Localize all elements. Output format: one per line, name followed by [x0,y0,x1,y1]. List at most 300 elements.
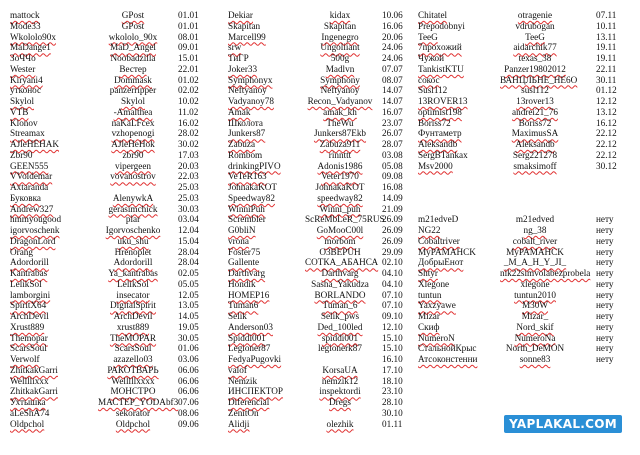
site-nick-cell: LelikSol [117,278,149,289]
site-nick-cell: Adonis1986 [317,160,363,171]
site-nick-cell: North_DeMON [505,343,565,354]
site-nick-cell: Igorvoschenko [105,225,161,235]
site-nick-cell: Skapitan [323,20,357,31]
date-cell: 22.12 [596,149,617,160]
game-nick-cell: Darthvarg [228,268,266,278]
date-cell: 07.06 [178,397,199,407]
site-nick-cell: legionerk87 [318,343,362,354]
site-nick-cell: Dommask [114,74,152,85]
site-nick-cell: xlegone [520,278,550,289]
date-cell: нету [596,278,614,289]
game-nick-cell: Marcell99 [228,31,266,42]
game-nick-cell: Oldpchol [10,418,45,429]
date-cell: нету [596,225,614,235]
date-cell: 04.10 [382,268,403,278]
game-nick-cell: Symphonyx [228,74,273,85]
date-cell: 06.06 [178,386,199,397]
site-nick-cell: M30W [521,300,549,311]
game-nick-cell: HOMEP16 [228,289,270,300]
site-nick-cell: TeeG [525,31,545,42]
site-nick-cell: texas_38 [518,53,552,63]
date-cell: 26.09 [382,214,403,225]
date-cell: 07.10 [382,300,403,311]
game-nick-cell: Скиф [418,321,440,332]
game-nick-cell: cокос [418,74,440,85]
date-cell: нету [596,354,614,364]
site-nick-cell: morbom [324,235,356,246]
site-nick-cell: Mizar_ [521,311,549,321]
game-nick-cell: ZenitOn [228,407,259,418]
date-cell: 19.05 [178,321,199,332]
site-nick-cell: -Amalthea [113,106,153,117]
date-cell: 01.02 [178,74,199,85]
date-cell: 16.02 [178,117,199,128]
date-cell: 08.01 [178,31,199,42]
game-nick-cell: Aleksandb [418,139,458,149]
site-nick-cell: Neftyanoy [320,85,360,96]
date-cell: нету [596,343,614,354]
site-nick-cell: GoMooC00l [316,225,364,235]
site-nick-cell: ScReMbLeR_75RUS [305,214,385,225]
game-nick-cell: Xlegone [418,278,450,289]
game-nick-cell: Anderson03 [228,321,273,332]
game-nick-cell: VeTeR163 [228,171,267,182]
site-nick-cell: Oldpchol [115,418,151,429]
site-nick-cell: Skylol [121,96,145,106]
date-cell: 01.12 [596,85,617,96]
game-nick-cell: Junkers87 [228,128,266,139]
date-cell: 22.01 [178,63,199,74]
site-nick-cell: Tuman_6 [322,300,358,311]
game-nick-cell: ArchDevil [10,311,49,321]
site-nick-cell: Nord_skif [516,321,554,332]
game-nick-cell: Wkololo90x [10,31,56,42]
site-nick-cell: Welllllxxxx [111,375,155,386]
site-nick-cell: Ingenegro [321,31,359,42]
date-cell: 10.11 [596,20,617,31]
site-nick-cell: _M_A_H_Y_JI_ [503,257,567,268]
date-cell: нету [596,246,614,257]
site-nick-cell: МОНСТРО [110,386,156,397]
site-nick-cell: Boriss72 [518,117,552,128]
date-cell: 30.02 [178,139,199,149]
site-nick-cell: naKaLFcex [111,117,155,128]
game-nick-cell: VTB [10,106,29,117]
date-cell: 30.05 [178,332,199,343]
date-cell: 02.05 [178,268,199,278]
site-nick-cell: sekorator [115,407,151,418]
site-nick-cell: МАСТЕР_YODAbf3 [98,397,179,407]
site-nick-cell: smaksimoff [513,160,557,171]
game-nick-cell: VVoldemar [10,171,53,182]
date-cell: 06.06 [178,375,199,386]
date-cell: 12.10 [382,321,403,332]
site-nick-cell: rinnttt [328,149,352,160]
date-cell: 07.07 [382,63,403,74]
game-nick-cell: optimist198 [418,106,462,117]
game-nick-cell: aLeShA74 [10,407,50,418]
game-nick-cell: Themopar [10,332,48,343]
date-cell: 16.07 [382,106,403,117]
site-nick-cell: MyPAMAHCK [506,246,564,257]
game-nick-cell: Diferencial [228,397,270,407]
date-cell: нету [596,235,614,246]
site-nick-cell: MaximusSA [511,128,559,139]
date-cell: 22.12 [596,128,617,139]
site-nick-cell: kidax [329,10,351,20]
site-nick-cell: O3BEPUH [319,246,361,257]
game-nick-cell: tuntun [418,289,442,300]
game-nick-cell: FedyaPugovki [228,354,282,364]
game-nick-cell: Dekiar [228,10,253,20]
date-cell: 14.05 [178,311,199,321]
date-cell: 13.12 [596,106,617,117]
date-cell: 24.06 [382,53,403,63]
game-nick-cell: Shtyr [418,268,438,278]
date-cell: 12.05 [178,289,199,300]
game-nick-cell: ДобрыЕнот [418,257,464,268]
site-nick-cell: nik22simvolabezprobela [500,268,591,278]
game-nick-cell: m21edveD [418,214,459,225]
date-cell: нету [596,257,614,268]
date-cell: 12.04 [178,225,199,235]
date-cell: 18.10 [382,375,403,386]
game-nick-cell: drinkingPIVO [228,160,281,171]
site-nick-cell: inspektordi [319,386,361,397]
site-nick-cell: vipergeen [114,160,152,171]
game-nick-cell: valof [228,364,247,375]
game-nick-cell: ЗоЧЧо [10,53,36,63]
game-nick-cell: Zabuza [228,139,256,149]
game-nick-cell: Буковка [10,192,41,203]
date-cell: нету [596,332,614,343]
site-nick-cell: vzhopenogi [111,128,155,139]
site-nick-cell: Вестер [119,63,147,74]
date-cell: 20.03 [178,160,199,171]
game-nick-cell: Yaxzyawe [418,300,456,311]
date-cell: 28.04 [178,246,199,257]
date-cell: 16.12 [596,117,617,128]
site-nick-cell: Darthvarg [321,268,359,278]
date-cell: нету [596,268,614,278]
game-nick-cell: Alidji [228,418,250,429]
date-cell: 28.10 [382,397,403,407]
site-nick-cell: Hrenoplet [114,246,152,257]
site-nick-cell: GPost [121,20,145,31]
date-cell: 01.11 [382,418,403,429]
date-cell: 01.01 [178,20,199,31]
game-nick-cell: Adordorill [10,257,49,268]
site-nick-cell: susl112 [521,85,549,96]
date-cell: 07.11 [596,10,617,20]
date-cell: 04.10 [382,278,403,289]
game-nick-cell: Joker33 [228,63,258,74]
date-cell: 10.02 [178,96,199,106]
game-nick-cell: СтальнойКрыс [418,343,477,354]
game-nick-cell: WinniPuh [228,203,265,214]
site-nick-cell: panzerripper [109,85,157,96]
date-cell: 30.10 [382,407,403,418]
date-cell: 25.03 [178,182,199,192]
game-nick-cell: Prepodobnyi [418,20,465,31]
site-nick-cell: Noobadzilla [110,53,156,63]
game-nick-cell: NG22 [418,225,441,235]
date-cell: 26.09 [382,235,403,246]
site-nick-cell: zbr90 [122,149,144,160]
date-cell: 17.03 [178,149,199,160]
site-nick-cell: GPost [121,10,145,20]
date-cell: 01.01 [178,10,199,20]
date-cell: 10.06 [382,10,403,20]
game-nick-cell: Атсоконстенни [418,354,478,364]
site-nick-cell: ng_38 [523,225,547,235]
game-nick-cell: igorvoschenk [10,225,60,235]
game-nick-cell: SergBTankax [418,149,468,160]
site-nick-cell: AJleHeHok [111,139,155,149]
game-nick-cell: NumeroN [418,332,455,343]
game-nick-cell: Vadyanoy78 [228,96,274,106]
date-cell: нету [596,300,614,311]
game-nick-cell: Школота [228,117,263,128]
game-nick-cell: ТиГР [228,53,249,63]
game-nick-cell: vrona [228,235,249,246]
site-nick-cell: Selik_pws [320,311,360,321]
date-cell: 19.11 [596,42,617,53]
site-nick-cell: Madlvn [325,63,355,74]
site-nick-cell: 500g [330,53,350,63]
site-nick-cell: speedway82 [317,192,363,203]
date-cell: 15.04 [178,235,199,246]
date-cell: 30.11 [596,74,617,85]
site-nick-cell: ArchDevil [113,311,153,321]
game-nick-cell: ZhitkakGarri [10,364,58,375]
site-nick-cell: ВАНЦЛЬНЕ_НЕ6О [500,74,578,85]
date-cell: 07.10 [382,289,403,300]
date-cell: 22.12 [596,139,617,149]
site-nick-cell: uku_shu [117,235,149,246]
date-cell: 26.09 [382,225,403,235]
date-cell: 28.02 [178,128,199,139]
game-nick-cell: Cobaltriver [418,235,460,246]
game-nick-cell: утконос [10,85,42,96]
game-nick-cell: 7npoxoжий [418,42,462,53]
date-cell: нету [596,311,614,321]
game-nick-cell: JohnakaKOT [228,182,277,192]
game-nick-cell: Kantrabas [10,268,48,278]
game-nick-cell: Foster75 [228,246,261,257]
site-nick-cell: Junkers87Ekb [313,128,367,139]
game-nick-cell: Xrust889 [10,321,45,332]
date-cell: 17.10 [382,364,403,375]
date-cell: 26.07 [382,128,403,139]
game-nick-cell: TankistKTU [418,63,464,74]
game-nick-cell: Nemzik [228,375,258,386]
game-nick-cell: Gallente [228,257,260,268]
site-nick-cell: Veter1970 [321,171,359,182]
date-cell: 13.11 [596,31,617,42]
date-cell: 16.10 [382,354,403,364]
game-nick-cell: Legioner87 [228,343,271,354]
site-nick-cell: insecator [116,289,150,300]
site-nick-cell: vovanostrov [110,171,156,182]
game-nick-cell: Speedway82 [228,192,275,203]
date-cell: 02.02 [178,85,199,96]
site-nick-cell: cobalt_river [512,235,558,246]
game-nick-cell: SpiritX64 [10,300,47,311]
date-cell: 25.03 [178,192,199,203]
date-cell: 12.12 [596,96,617,106]
date-cell: 08.06 [178,407,199,418]
date-cell: 28.07 [382,139,403,149]
site-nick-cell: olezhik [326,418,354,429]
site-nick-cell: MaD_Angel [110,42,156,53]
date-cell: 28.04 [178,257,199,268]
game-nick-cell: Kiryani4 [10,74,43,85]
site-nick-cell: CОТКА_АБАНСА [305,257,379,268]
site-nick-cell: aidarchik77 [513,42,557,53]
date-cell: 30.03 [178,203,199,214]
game-nick-cell: LelikSol [10,278,42,289]
game-nick-cell: DragonLord [10,235,56,246]
date-cell: 24.06 [382,42,403,53]
game-nick-cell: ZhitkakGarri [10,386,58,397]
site-nick-cell: Panzer19802012 [504,63,566,74]
site-nick-cell: JohnakaKOT [315,182,365,192]
date-cell: 05.05 [178,278,199,289]
game-nick-cell: MaDange1 [10,42,51,53]
site-nick-cell: azazello03 [113,354,153,364]
site-nick-cell: Recon_Vadyanov [307,96,373,106]
date-cell: 22.11 [596,63,617,74]
date-cell: 16.08 [382,182,403,192]
site-nick-cell: ScarsSoul [114,343,152,354]
site-nick-cell: tuntun2010 [514,289,556,300]
site-nick-cell: Ya_kantrabas [108,268,158,278]
site-nick-cell: vdrubogan [515,20,555,31]
game-nick-cell: Selik [228,311,247,321]
game-nick-cell: Orang [10,246,33,257]
date-cell: нету [596,289,614,300]
site-nick-cell: Adordorill [113,257,153,268]
site-nick-cell: otragenie [517,10,553,20]
game-nick-cell: Boriss72 [418,117,451,128]
game-nick-cell: Ухтышка [10,397,46,407]
site-nick-cell: Sasha_Yakudza [311,278,369,289]
date-cell: 11.02 [178,106,199,117]
game-nick-cell: Hondik [228,278,256,289]
date-cell: 09.10 [382,311,403,321]
site-nick-cell: Serg221278 [512,149,558,160]
site-nick-cell: AlenywkA [112,192,154,203]
game-nick-cell: Susl112 [418,85,448,96]
site-nick-cell: spiddi001 [321,332,359,343]
game-nick-cell: ИНСПЕКТОР [228,386,284,397]
game-nick-cell: Verwolf [10,354,40,364]
game-nick-cell: Neftyanoy [228,85,267,96]
date-cell: 20.06 [382,31,403,42]
date-cell: 03.08 [382,149,403,160]
site-nick-cell: xrust889 [116,321,150,332]
game-nick-cell: Skapitan [228,20,261,31]
date-cell: 16.06 [382,20,403,31]
game-nick-cell: 13ROVER13 [418,96,468,106]
game-nick-cell: ScarsSoul [10,343,47,354]
site-nick-cell: BORLANDO [314,289,366,300]
game-nick-cell: Фунтаметр [418,128,462,139]
date-cell: 13.05 [178,300,199,311]
date-cell: нету [596,321,614,332]
game-nick-cell: Chitatel [418,10,448,20]
game-nick-cell: Msv2000 [418,160,453,171]
site-nick-cell: DigitalSpirit [110,300,156,311]
game-nick-cell: Spiddi001 [228,332,266,343]
game-nick-cell: GEEN555 [10,160,49,171]
game-nick-cell: Wester [10,63,36,74]
site-nick-cell: Winni_puh [319,203,361,214]
date-cell: 19.11 [596,53,617,63]
site-nick-cell: Zabuza911 [319,139,361,149]
game-nick-cell: hmmyougood [10,214,62,225]
game-nick-cell: srw [228,42,242,53]
site-watermark: YAPLAKAL.COM [504,415,622,433]
date-cell: 23.07 [382,117,403,128]
site-nick-cell: sonne83 [519,354,551,364]
date-cell: 29.09 [382,246,403,257]
game-nick-cell: Scrembler [228,214,266,225]
game-nick-cell: Tuman6 [228,300,259,311]
game-nick-cell: Skylol [10,96,34,106]
date-cell: 01.06 [178,343,199,354]
game-nick-cell: Mode33 [10,20,41,31]
site-nick-cell: gerasimchick [108,203,158,214]
date-cell: 05.08 [382,160,403,171]
date-cell: 15.01 [178,53,199,63]
date-cell: 09.01 [178,42,199,53]
game-nick-cell: Чужой [418,53,445,63]
game-nick-cell: Wellllixxx [10,375,49,386]
date-cell: 06.06 [178,364,199,375]
site-nick-cell: Ungoliiant [320,42,360,53]
date-cell: 03.04 [178,214,199,225]
game-nick-cell: mattock [10,10,40,20]
date-cell: 15.10 [382,332,403,343]
site-nick-cell: andrei21_76 [512,106,558,117]
game-nick-cell: Klonov [10,117,38,128]
date-cell: 09.08 [382,171,403,182]
date-cell: 30.12 [596,160,617,171]
site-nick-cell: РАКОТВАРЬ [107,364,159,375]
date-cell: 22.03 [178,171,199,182]
site-nick-cell: m21edved [515,214,555,225]
date-cell: 23.10 [382,386,403,397]
date-cell: 21.09 [382,203,403,214]
date-cell: 08.07 [382,74,403,85]
site-nick-cell: NumeroNa [514,332,556,343]
site-nick-cell: plar [125,214,141,225]
site-nick-cell: Ded_100led [317,321,363,332]
site-nick-cell: TheMOPAR [109,332,157,343]
site-nick-cell: TheWu [326,117,354,128]
site-nick-cell: nemzik12 [321,375,359,386]
date-cell: 14.07 [382,96,403,106]
site-nick-cell: Symphony [320,74,360,85]
game-nick-cell: Rombom [228,149,263,160]
game-nick-cell: G0bliN [228,225,256,235]
game-nick-cell: Mizar [418,311,440,321]
date-cell: 09.06 [178,418,199,429]
site-nick-cell: wkololo_90x [108,31,158,42]
date-cell: 14.07 [382,85,403,96]
